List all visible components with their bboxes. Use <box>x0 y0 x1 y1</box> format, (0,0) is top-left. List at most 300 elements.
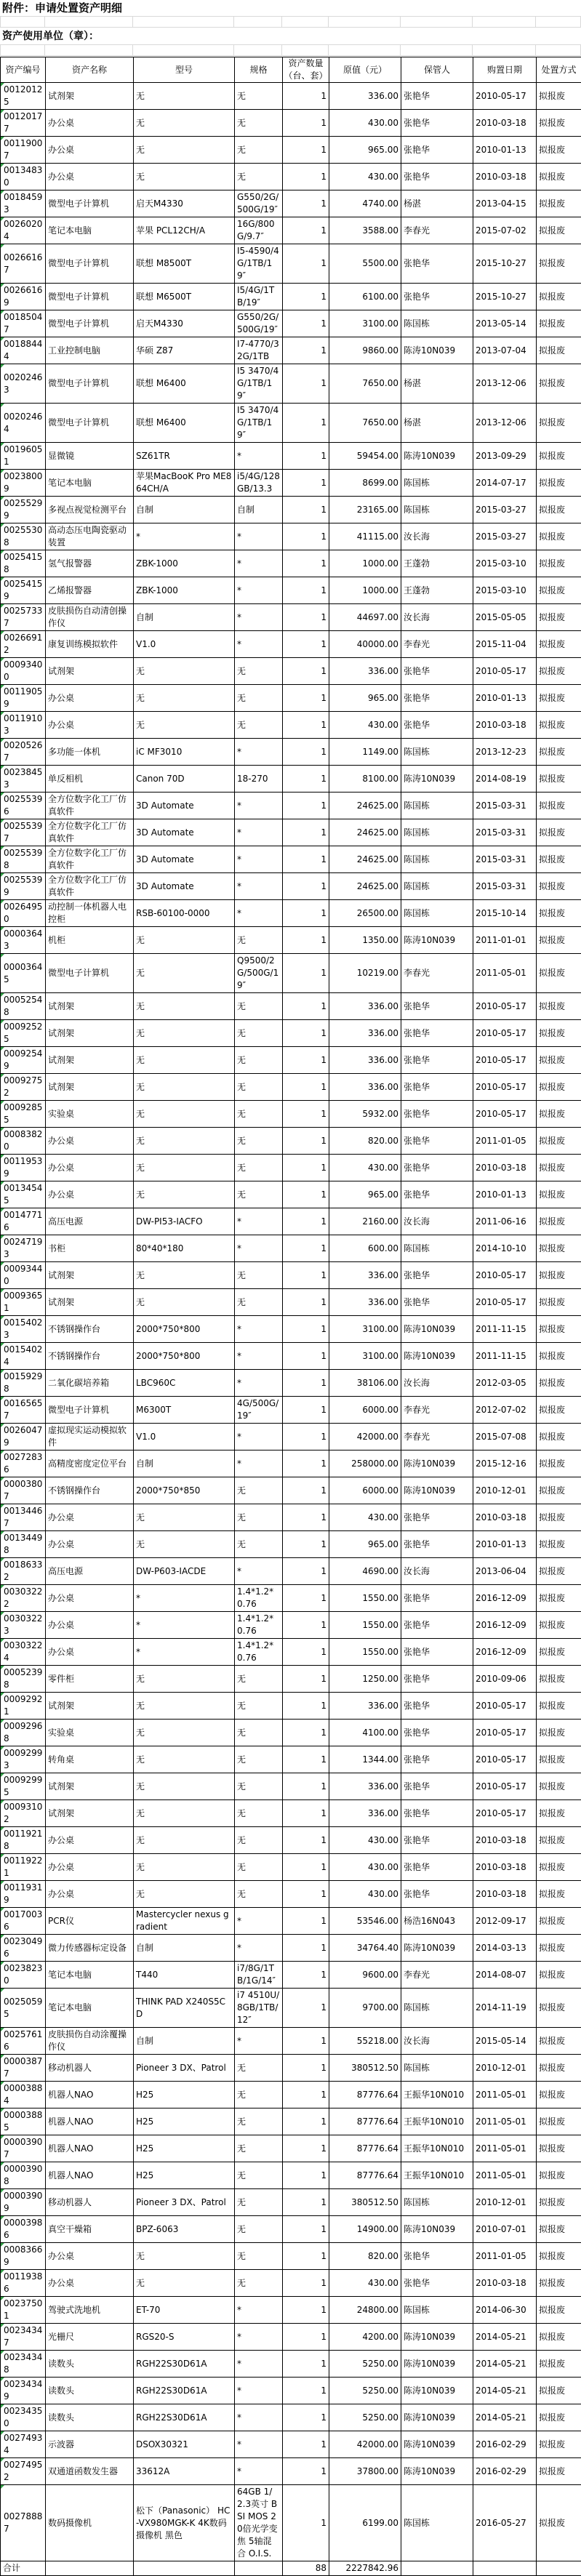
disposal-method-cell[interactable]: 拟报废 <box>537 1773 581 1800</box>
model-cell[interactable]: 自制 <box>134 604 235 631</box>
model-cell[interactable]: T440 <box>134 1962 235 1989</box>
purchase-date-cell[interactable]: 2010-05-17 <box>473 1289 537 1316</box>
disposal-method-cell[interactable]: 拟报废 <box>537 1800 581 1827</box>
model-cell[interactable]: 无 <box>134 993 235 1020</box>
custodian-cell[interactable]: 陈涛10N039 <box>401 1450 473 1477</box>
custodian-cell[interactable]: 陈涛10N039 <box>401 337 473 364</box>
asset-name-cell[interactable]: 办公桌 <box>46 1612 134 1639</box>
custodian-cell[interactable]: 张艳华 <box>401 2270 473 2297</box>
original-value-cell[interactable]: 5932.00 <box>329 1101 401 1128</box>
asset-name-cell[interactable]: 不锈钢操作台 <box>46 1316 134 1343</box>
quantity-cell[interactable]: 1 <box>283 470 329 497</box>
model-cell[interactable]: 2000*750*850 <box>134 1477 235 1504</box>
asset-id-cell[interactable]: 00238009 <box>1 470 46 497</box>
asset-id-cell[interactable]: 00119103 <box>1 712 46 739</box>
original-value-cell[interactable]: 24625.00 <box>329 819 401 846</box>
asset-id-cell[interactable]: 00119221 <box>1 1854 46 1881</box>
quantity-cell[interactable]: 1 <box>283 1720 329 1746</box>
disposal-method-cell[interactable]: 拟报废 <box>537 712 581 739</box>
custodian-cell[interactable]: 张艳华 <box>401 658 473 685</box>
custodian-cell[interactable]: 陈涛10N039 <box>401 2351 473 2378</box>
spec-cell[interactable]: 无 <box>235 2082 283 2108</box>
quantity-cell[interactable]: 1 <box>283 1585 329 1612</box>
disposal-method-cell[interactable]: 拟报废 <box>537 2297 581 2324</box>
purchase-date-cell[interactable]: 2015-05-14 <box>473 2028 537 2055</box>
asset-name-cell[interactable]: 微型电子计算机 <box>46 310 134 337</box>
purchase-date-cell[interactable]: 2014-05-21 <box>473 2378 537 2404</box>
custodian-cell[interactable]: 陈涛10N039 <box>401 927 473 954</box>
quantity-cell[interactable]: 1 <box>283 2297 329 2324</box>
model-cell[interactable]: 无 <box>134 1827 235 1854</box>
asset-id-cell[interactable]: 00003807 <box>1 1477 46 1504</box>
quantity-cell[interactable]: 1 <box>283 873 329 900</box>
spec-cell[interactable]: 无 <box>235 1720 283 1746</box>
asset-name-cell[interactable]: 试剂架 <box>46 658 134 685</box>
column-header-asset-name[interactable]: 资产名称 <box>46 57 134 83</box>
purchase-date-cell[interactable]: 2013-09-29 <box>473 443 537 470</box>
quantity-cell[interactable]: 1 <box>283 2135 329 2162</box>
purchase-date-cell[interactable]: 2010-03-18 <box>473 1155 537 1181</box>
disposal-method-cell[interactable]: 拟报废 <box>537 1370 581 1397</box>
original-value-cell[interactable]: 7650.00 <box>329 364 401 404</box>
quantity-cell[interactable]: 1 <box>283 954 329 993</box>
purchase-date-cell[interactable]: 2016-12-09 <box>473 1612 537 1639</box>
asset-name-cell[interactable]: 微型电子计算机 <box>46 190 134 217</box>
spec-cell[interactable]: I5 3470/4G/1TB/19″ <box>235 364 283 404</box>
disposal-method-cell[interactable]: 拟报废 <box>537 110 581 137</box>
quantity-cell[interactable]: 1 <box>283 2404 329 2431</box>
purchase-date-cell[interactable]: 2010-05-17 <box>473 1746 537 1773</box>
model-cell[interactable]: SZ61TR <box>134 443 235 470</box>
model-cell[interactable]: * <box>134 1639 235 1666</box>
purchase-date-cell[interactable]: 2015-03-31 <box>473 793 537 819</box>
asset-name-cell[interactable]: 办公桌 <box>46 110 134 137</box>
custodian-cell[interactable]: 张艳华 <box>401 1800 473 1827</box>
spec-cell[interactable]: * <box>235 1558 283 1585</box>
quantity-cell[interactable]: 1 <box>283 1181 329 1208</box>
original-value-cell[interactable]: 3588.00 <box>329 217 401 244</box>
purchase-date-cell[interactable]: 2012-09-17 <box>473 1908 537 1935</box>
quantity-cell[interactable]: 1 <box>283 1047 329 1074</box>
custodian-cell[interactable]: 陈国栋 <box>401 819 473 846</box>
purchase-date-cell[interactable]: 2010-05-17 <box>473 1773 537 1800</box>
custodian-cell[interactable]: 张艳华 <box>401 712 473 739</box>
model-cell[interactable]: 无 <box>134 954 235 993</box>
custodian-cell[interactable]: 陈涛10N039 <box>401 766 473 793</box>
purchase-date-cell[interactable]: 2014-05-21 <box>473 2404 537 2431</box>
disposal-method-cell[interactable]: 拟报废 <box>537 1316 581 1343</box>
asset-id-cell[interactable]: 00238453 <box>1 766 46 793</box>
purchase-date-cell[interactable]: 2010-07-01 <box>473 2216 537 2243</box>
purchase-date-cell[interactable]: 2010-03-18 <box>473 164 537 190</box>
model-cell[interactable]: H25 <box>134 2082 235 2108</box>
original-value-cell[interactable]: 380512.50 <box>329 2055 401 2082</box>
custodian-cell[interactable]: 李春光 <box>401 954 473 993</box>
spec-cell[interactable]: I5 3470/4G/1TB/19″ <box>235 404 283 443</box>
spec-cell[interactable]: 无 <box>235 2216 283 2243</box>
asset-name-cell[interactable]: 试剂架 <box>46 1262 134 1289</box>
purchase-date-cell[interactable]: 2011-05-01 <box>473 2135 537 2162</box>
disposal-method-cell[interactable]: 拟报废 <box>537 873 581 900</box>
purchase-date-cell[interactable]: 2010-05-17 <box>473 1047 537 1074</box>
purchase-date-cell[interactable]: 2013-04-15 <box>473 190 537 217</box>
purchase-date-cell[interactable]: 2011-05-01 <box>473 2082 537 2108</box>
asset-id-cell[interactable]: 00196051 <box>1 443 46 470</box>
custodian-cell[interactable]: 张艳华 <box>401 83 473 110</box>
model-cell[interactable]: 无 <box>134 164 235 190</box>
disposal-method-cell[interactable]: 拟报废 <box>537 793 581 819</box>
quantity-cell[interactable]: 1 <box>283 604 329 631</box>
spec-cell[interactable]: * <box>235 2297 283 2324</box>
custodian-cell[interactable]: 陈涛10N039 <box>401 1477 473 1504</box>
custodian-cell[interactable]: 张艳华 <box>401 137 473 164</box>
purchase-date-cell[interactable]: 2016-02-29 <box>473 2431 537 2458</box>
model-cell[interactable]: 2000*750*800 <box>134 1343 235 1370</box>
asset-id-cell[interactable]: 00003877 <box>1 2055 46 2082</box>
original-value-cell[interactable]: 4690.00 <box>329 1558 401 1585</box>
asset-id-cell[interactable]: 00134545 <box>1 1181 46 1208</box>
spec-cell[interactable]: 无 <box>235 1155 283 1181</box>
purchase-date-cell[interactable]: 2014-05-21 <box>473 2324 537 2351</box>
custodian-cell[interactable]: 张艳华 <box>401 1666 473 1693</box>
asset-name-cell[interactable]: 全方位数字化工厂仿真软件 <box>46 793 134 819</box>
purchase-date-cell[interactable]: 2011-01-01 <box>473 927 537 954</box>
asset-id-cell[interactable]: 00238230 <box>1 1962 46 1989</box>
asset-name-cell[interactable]: 读数头 <box>46 2378 134 2404</box>
spec-cell[interactable]: 无 <box>235 927 283 954</box>
purchase-date-cell[interactable]: 2015-07-08 <box>473 1424 537 1450</box>
spec-cell[interactable]: * <box>235 577 283 604</box>
custodian-cell[interactable]: 杨湛 <box>401 404 473 443</box>
custodian-cell[interactable]: 张艳华 <box>401 1827 473 1854</box>
disposal-method-cell[interactable]: 拟报废 <box>537 2028 581 2055</box>
model-cell[interactable]: 自制 <box>134 1935 235 1962</box>
custodian-cell[interactable]: 陈国栋 <box>401 1989 473 2028</box>
quantity-cell[interactable]: 1 <box>283 1208 329 1235</box>
quantity-cell[interactable]: 1 <box>283 1666 329 1693</box>
quantity-cell[interactable]: 1 <box>283 2028 329 2055</box>
original-value-cell[interactable]: 430.00 <box>329 1827 401 1854</box>
quantity-cell[interactable]: 1 <box>283 631 329 658</box>
quantity-cell[interactable]: 1 <box>283 927 329 954</box>
custodian-cell[interactable]: 张艳华 <box>401 1047 473 1074</box>
column-header-asset-id[interactable]: 资产编号 <box>1 57 46 83</box>
quantity-cell[interactable]: 1 <box>283 1020 329 1047</box>
original-value-cell[interactable]: 820.00 <box>329 2243 401 2270</box>
asset-id-cell[interactable]: 00083820 <box>1 1128 46 1155</box>
spec-cell[interactable]: 无 <box>235 83 283 110</box>
asset-name-cell[interactable]: 笔记本电脑 <box>46 1989 134 2028</box>
disposal-method-cell[interactable]: 拟报废 <box>537 1181 581 1208</box>
asset-id-cell[interactable]: 00147716 <box>1 1208 46 1235</box>
model-cell[interactable]: 2000*750*800 <box>134 1316 235 1343</box>
custodian-cell[interactable]: 陈国栋 <box>401 793 473 819</box>
original-value-cell[interactable]: 40000.00 <box>329 631 401 658</box>
model-cell[interactable]: iC MF3010 <box>134 739 235 766</box>
purchase-date-cell[interactable]: 2010-05-17 <box>473 993 537 1020</box>
original-value-cell[interactable]: 26500.00 <box>329 900 401 927</box>
quantity-cell[interactable]: 1 <box>283 766 329 793</box>
model-cell[interactable]: 苹果MacBooK Pro ME864CH/A <box>134 470 235 497</box>
custodian-cell[interactable]: 张艳华 <box>401 284 473 310</box>
asset-id-cell[interactable]: 00165657 <box>1 1397 46 1424</box>
disposal-method-cell[interactable]: 拟报废 <box>537 2270 581 2297</box>
asset-id-cell[interactable]: 00254159 <box>1 577 46 604</box>
asset-id-cell[interactable]: 00134467 <box>1 1504 46 1531</box>
model-cell[interactable]: 联想 M8500T <box>134 244 235 284</box>
spec-cell[interactable]: 64GB 1/2.3英寸 BSI MOS 20倍光学变焦 5轴混合 O.I.S. <box>235 2485 283 2561</box>
quantity-cell[interactable]: 1 <box>283 2162 329 2189</box>
disposal-method-cell[interactable]: 拟报废 <box>537 217 581 244</box>
original-value-cell[interactable]: 8100.00 <box>329 766 401 793</box>
model-cell[interactable]: 启天M4330 <box>134 190 235 217</box>
asset-name-cell[interactable]: 工业控制电脑 <box>46 337 134 364</box>
original-value-cell[interactable]: 10219.00 <box>329 954 401 993</box>
model-cell[interactable]: DW-P603-IACDE <box>134 1558 235 1585</box>
model-cell[interactable]: RGH22S30D61A <box>134 2404 235 2431</box>
spec-cell[interactable]: 1.4*1.2*0.76 <box>235 1585 283 1612</box>
quantity-cell[interactable]: 1 <box>283 310 329 337</box>
asset-name-cell[interactable]: 微型电子计算机 <box>46 404 134 443</box>
quantity-cell[interactable]: 1 <box>283 739 329 766</box>
asset-id-cell[interactable]: 00205267 <box>1 739 46 766</box>
spec-cell[interactable]: 无 <box>235 1854 283 1881</box>
quantity-cell[interactable]: 1 <box>283 2431 329 2458</box>
model-cell[interactable]: RGS20-S <box>134 2324 235 2351</box>
asset-name-cell[interactable]: 办公桌 <box>46 1827 134 1854</box>
purchase-date-cell[interactable]: 2014-03-13 <box>473 1935 537 1962</box>
original-value-cell[interactable]: 6000.00 <box>329 1477 401 1504</box>
original-value-cell[interactable]: 258000.00 <box>329 1450 401 1477</box>
spec-cell[interactable]: 1.4*1.2*0.76 <box>235 1639 283 1666</box>
original-value-cell[interactable]: 1550.00 <box>329 1639 401 1666</box>
original-value-cell[interactable]: 7650.00 <box>329 404 401 443</box>
quantity-cell[interactable]: 1 <box>283 658 329 685</box>
model-cell[interactable]: ZBK-1000 <box>134 550 235 577</box>
asset-name-cell[interactable]: 试剂架 <box>46 1020 134 1047</box>
spec-cell[interactable]: * <box>235 819 283 846</box>
quantity-cell[interactable]: 1 <box>283 1773 329 1800</box>
model-cell[interactable]: 无 <box>134 1101 235 1128</box>
quantity-cell[interactable]: 1 <box>283 2216 329 2243</box>
quantity-cell[interactable]: 1 <box>283 2351 329 2378</box>
asset-id-cell[interactable]: 00092968 <box>1 1720 46 1746</box>
disposal-method-cell[interactable]: 拟报废 <box>537 470 581 497</box>
disposal-method-cell[interactable]: 拟报废 <box>537 766 581 793</box>
purchase-date-cell[interactable]: 2015-10-27 <box>473 244 537 284</box>
custodian-cell[interactable]: 张艳华 <box>401 1746 473 1773</box>
model-cell[interactable]: Mastercycler nexus gradient <box>134 1908 235 1935</box>
asset-id-cell[interactable]: 00119386 <box>1 2270 46 2297</box>
custodian-cell[interactable]: 汝长海 <box>401 523 473 550</box>
quantity-cell[interactable]: 1 <box>283 819 329 846</box>
asset-id-cell[interactable]: 00255397 <box>1 819 46 846</box>
original-value-cell[interactable]: 336.00 <box>329 1773 401 1800</box>
spec-cell[interactable]: * <box>235 900 283 927</box>
original-value-cell[interactable]: 336.00 <box>329 1020 401 1047</box>
total-quantity-cell[interactable]: 88 <box>283 2561 329 2576</box>
spec-cell[interactable]: 无 <box>235 2135 283 2162</box>
custodian-cell[interactable]: 陈国栋 <box>401 497 473 523</box>
disposal-method-cell[interactable]: 拟报废 <box>537 244 581 284</box>
original-value-cell[interactable]: 4740.00 <box>329 190 401 217</box>
spec-cell[interactable]: * <box>235 1370 283 1397</box>
model-cell[interactable]: 无 <box>134 2243 235 2270</box>
custodian-cell[interactable]: 张艳华 <box>401 164 473 190</box>
asset-id-cell[interactable]: 00119319 <box>1 1881 46 1908</box>
spec-cell[interactable]: 无 <box>235 2162 283 2189</box>
asset-name-cell[interactable]: 办公桌 <box>46 1128 134 1155</box>
spec-cell[interactable]: G550/2G/500G/19″ <box>235 190 283 217</box>
quantity-cell[interactable]: 1 <box>283 793 329 819</box>
disposal-method-cell[interactable]: 拟报废 <box>537 1020 581 1047</box>
quantity-cell[interactable]: 1 <box>283 2108 329 2135</box>
original-value-cell[interactable]: 24625.00 <box>329 793 401 819</box>
spec-cell[interactable]: * <box>235 2404 283 2431</box>
custodian-cell[interactable]: 李春光 <box>401 1962 473 1989</box>
column-header-quantity[interactable]: 资产数量（台、套） <box>283 57 329 83</box>
model-cell[interactable]: 无 <box>134 1047 235 1074</box>
disposal-method-cell[interactable]: 拟报废 <box>537 900 581 927</box>
asset-id-cell[interactable]: 00260204 <box>1 217 46 244</box>
disposal-method-cell[interactable]: 拟报废 <box>537 658 581 685</box>
asset-name-cell[interactable]: 办公桌 <box>46 2243 134 2270</box>
custodian-cell[interactable]: 张艳华 <box>401 685 473 712</box>
spec-cell[interactable]: * <box>235 1208 283 1235</box>
purchase-date-cell[interactable]: 2013-05-14 <box>473 310 537 337</box>
disposal-method-cell[interactable]: 拟报废 <box>537 1208 581 1235</box>
custodian-cell[interactable]: 张艳华 <box>401 1128 473 1155</box>
custodian-cell[interactable]: 王振华10N010 <box>401 2082 473 2108</box>
disposal-method-cell[interactable]: 拟报废 <box>537 2189 581 2216</box>
model-cell[interactable]: 无 <box>134 658 235 685</box>
asset-id-cell[interactable]: 00052548 <box>1 993 46 1020</box>
asset-id-cell[interactable]: 00230496 <box>1 1935 46 1962</box>
purchase-date-cell[interactable]: 2010-05-17 <box>473 1720 537 1746</box>
quantity-cell[interactable]: 1 <box>283 900 329 927</box>
asset-id-cell[interactable]: 00234348 <box>1 2351 46 2378</box>
custodian-cell[interactable]: 张艳华 <box>401 1773 473 1800</box>
disposal-method-cell[interactable]: 拟报废 <box>537 1397 581 1424</box>
custodian-cell[interactable]: 李春光 <box>401 1397 473 1424</box>
original-value-cell[interactable]: 24625.00 <box>329 846 401 873</box>
model-cell[interactable]: 无 <box>134 83 235 110</box>
spec-cell[interactable]: 无 <box>235 2243 283 2270</box>
spec-cell[interactable]: * <box>235 1343 283 1370</box>
asset-name-cell[interactable]: 微型电子计算机 <box>46 954 134 993</box>
original-value-cell[interactable]: 430.00 <box>329 1881 401 1908</box>
custodian-cell[interactable]: 张艳华 <box>401 1181 473 1208</box>
disposal-method-cell[interactable]: 拟报废 <box>537 2431 581 2458</box>
asset-id-cell[interactable]: 00003885 <box>1 2108 46 2135</box>
asset-name-cell[interactable]: 单反相机 <box>46 766 134 793</box>
asset-id-cell[interactable]: 00237501 <box>1 2297 46 2324</box>
original-value-cell[interactable]: 87776.64 <box>329 2162 401 2189</box>
model-cell[interactable]: M6300T <box>134 1397 235 1424</box>
spec-cell[interactable]: 1.4*1.2*0.76 <box>235 1612 283 1639</box>
disposal-method-cell[interactable]: 拟报废 <box>537 685 581 712</box>
column-header-disposal-method[interactable]: 处置方式 <box>537 57 581 83</box>
asset-name-cell[interactable]: 机器人NAO <box>46 2162 134 2189</box>
asset-id-cell[interactable]: 00092549 <box>1 1047 46 1074</box>
asset-id-cell[interactable]: 00266912 <box>1 631 46 658</box>
model-cell[interactable]: 华硕 Z87 <box>134 337 235 364</box>
purchase-date-cell[interactable]: 2015-03-27 <box>473 523 537 550</box>
quantity-cell[interactable]: 1 <box>283 1128 329 1155</box>
asset-name-cell[interactable]: 机器人NAO <box>46 2082 134 2108</box>
spec-cell[interactable]: * <box>235 1450 283 1477</box>
original-value-cell[interactable]: 55218.00 <box>329 2028 401 2055</box>
purchase-date-cell[interactable]: 2010-12-01 <box>473 1477 537 1504</box>
disposal-method-cell[interactable]: 拟报废 <box>537 1101 581 1128</box>
quantity-cell[interactable]: 1 <box>283 2485 329 2561</box>
purchase-date-cell[interactable]: 2016-12-09 <box>473 1585 537 1612</box>
asset-id-cell[interactable]: 00303223 <box>1 1612 46 1639</box>
asset-name-cell[interactable]: 微型电子计算机 <box>46 1397 134 1424</box>
custodian-cell[interactable]: 王振华10N010 <box>401 2135 473 2162</box>
disposal-method-cell[interactable]: 拟报废 <box>537 1881 581 1908</box>
disposal-method-cell[interactable]: 拟报废 <box>537 1074 581 1101</box>
asset-name-cell[interactable]: PCR仪 <box>46 1908 134 1935</box>
asset-id-cell[interactable]: 00003645 <box>1 954 46 993</box>
original-value-cell[interactable]: 41115.00 <box>329 523 401 550</box>
custodian-cell[interactable]: 陈国栋 <box>401 470 473 497</box>
purchase-date-cell[interactable]: 2013-12-23 <box>473 739 537 766</box>
asset-name-cell[interactable]: 试剂架 <box>46 83 134 110</box>
column-header-model[interactable]: 型号 <box>134 57 235 83</box>
spec-cell[interactable]: * <box>235 2351 283 2378</box>
asset-id-cell[interactable]: 00234349 <box>1 2378 46 2404</box>
asset-name-cell[interactable]: 机柜 <box>46 927 134 954</box>
quantity-cell[interactable]: 1 <box>283 2055 329 2082</box>
asset-id-cell[interactable]: 00134498 <box>1 1531 46 1558</box>
purchase-date-cell[interactable]: 2010-05-17 <box>473 1020 537 1047</box>
spec-cell[interactable]: 无 <box>235 1693 283 1720</box>
original-value-cell[interactable]: 1000.00 <box>329 577 401 604</box>
model-cell[interactable]: 无 <box>134 110 235 137</box>
purchase-date-cell[interactable]: 2012-07-02 <box>473 1397 537 1424</box>
purchase-date-cell[interactable]: 2010-01-13 <box>473 685 537 712</box>
asset-name-cell[interactable]: 移动机器人 <box>46 2189 134 2216</box>
quantity-cell[interactable]: 1 <box>283 550 329 577</box>
disposal-method-cell[interactable]: 拟报废 <box>537 2216 581 2243</box>
total-model-cell[interactable] <box>134 2561 235 2576</box>
disposal-method-cell[interactable]: 拟报废 <box>537 631 581 658</box>
asset-name-cell[interactable]: 办公桌 <box>46 1531 134 1558</box>
spec-cell[interactable]: * <box>235 793 283 819</box>
model-cell[interactable]: * <box>134 1585 235 1612</box>
original-value-cell[interactable]: 14900.00 <box>329 2216 401 2243</box>
purchase-date-cell[interactable]: 2015-03-31 <box>473 873 537 900</box>
purchase-date-cell[interactable]: 2010-01-13 <box>473 1181 537 1208</box>
purchase-date-cell[interactable]: 2015-03-10 <box>473 577 537 604</box>
quantity-cell[interactable]: 1 <box>283 337 329 364</box>
spec-cell[interactable]: 18-270 <box>235 766 283 793</box>
custodian-cell[interactable]: 汝长海 <box>401 604 473 631</box>
asset-name-cell[interactable]: 办公桌 <box>46 1639 134 1666</box>
asset-name-cell[interactable]: 驾驶式洗地机 <box>46 2297 134 2324</box>
asset-name-cell[interactable]: 办公桌 <box>46 1504 134 1531</box>
quantity-cell[interactable]: 1 <box>283 1450 329 1477</box>
spec-cell[interactable]: 无 <box>235 1881 283 1908</box>
original-value-cell[interactable]: 430.00 <box>329 712 401 739</box>
asset-id-cell[interactable]: 00272836 <box>1 1450 46 1477</box>
total-custodian-cell[interactable] <box>401 2561 473 2576</box>
asset-name-cell[interactable]: 试剂架 <box>46 993 134 1020</box>
asset-name-cell[interactable]: 双通道函数发生器 <box>46 2458 134 2485</box>
model-cell[interactable]: Pioneer 3 DX、Patrol <box>134 2055 235 2082</box>
purchase-date-cell[interactable]: 2010-09-06 <box>473 1666 537 1693</box>
